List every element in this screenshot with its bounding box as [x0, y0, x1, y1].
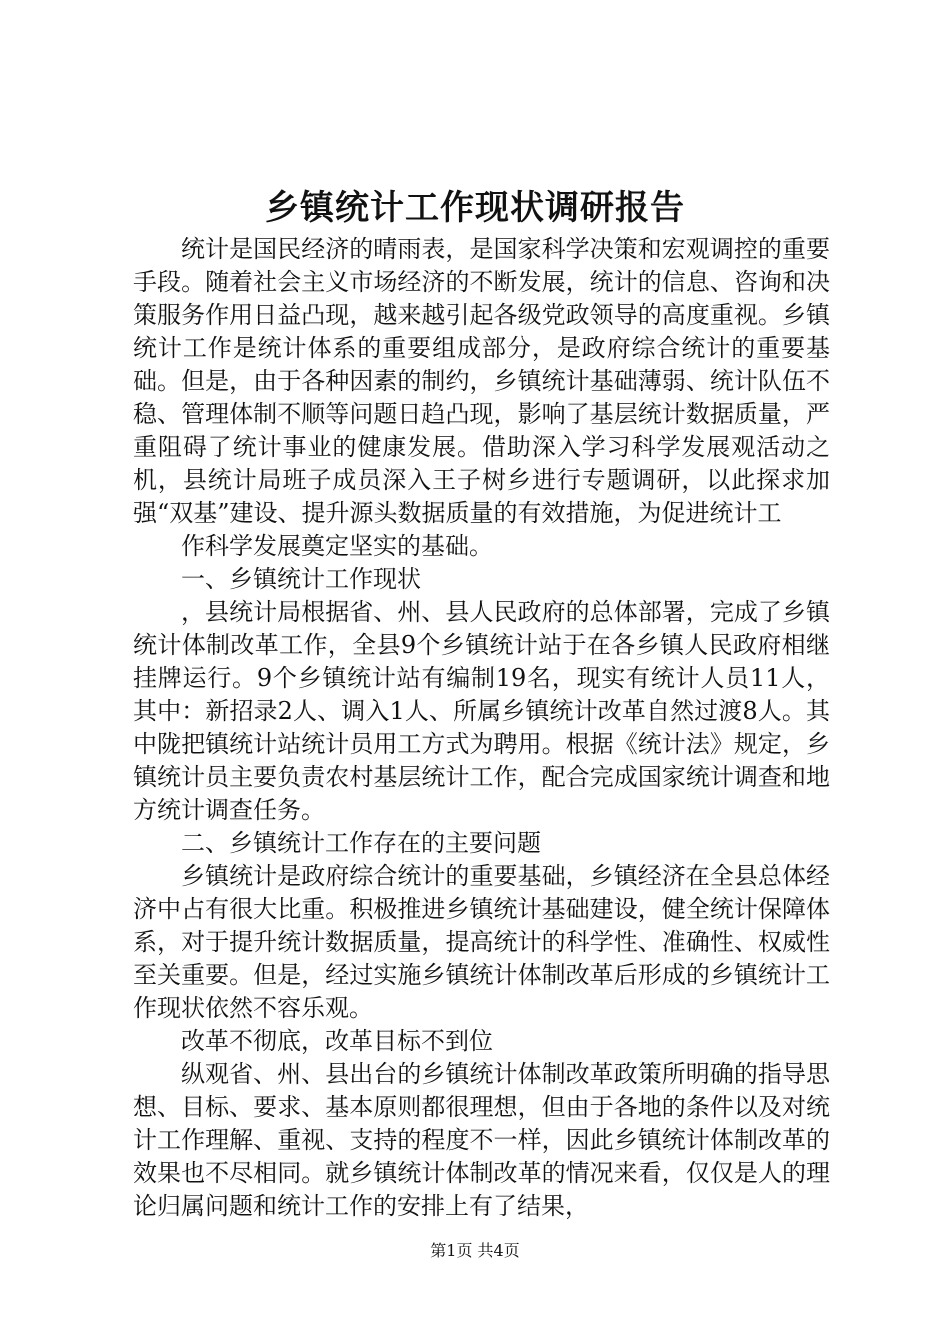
- section-heading-main-problems: 二、乡镇统计工作存在的主要问题: [181, 829, 541, 857]
- paragraph-current-status: ，县统计局根据省、州、县人民政府的总体部署，完成了乡镇统计体制改革工作，全县9个乡镇统计站于在各乡镇人民政府相继挂牌运行。9个乡镇统计站有编制19名，现实有统计人员11人，其中：新招录2人、调入1人、所属乡镇统计改革自然过渡8人。其中陇把镇统计站统计员用工方式为聘用。根据《统计法》规定，乡镇统计员主要负责农村基层统计工作，配合完成国家统计调查和地方统计调查任务。: [133, 598, 830, 824]
- section-heading-current-status: 一、乡镇统计工作现状: [181, 565, 421, 593]
- paragraph-main-problems: 乡镇统计是政府综合统计的重要基础，乡镇经济在全县总体经济中占有很大比重。积极推进乡镇统计基础建设，健全统计保障体系，对于提升统计数据质量，提高统计的科学性、准确性、权威性至关重要。但是，经过实施乡镇统计体制改革后形成的乡镇统计工作现状依然不容乐观。: [133, 862, 830, 1022]
- paragraph-intro-continued: 作科学发展奠定坚实的基础。: [181, 532, 493, 560]
- document-title: 乡镇统计工作现状调研报告: [265, 188, 685, 228]
- subheading-incomplete-reform: 改革不彻底，改革目标不到位: [181, 1027, 493, 1055]
- document-body: [133, 233, 830, 1223]
- paragraph-incomplete-reform: 纵观省、州、县出台的乡镇统计体制改革政策所明确的指导思想、目标、要求、基本原则都很理想，但由于各地的条件以及对统计工作理解、重视、支持的程度不一样，因此乡镇统计体制改革的效果也不尽相同。就乡镇统计体制改革的情况来看，仅仅是人的理论归属问题和统计工作的安排上有了结果，: [133, 1060, 830, 1220]
- page-number-footer: 第1页 共4页: [430, 1241, 520, 1260]
- paragraph-intro: 统计是国民经济的晴雨表，是国家科学决策和宏观调控的重要手段。随着社会主义市场经济的不断发展，统计的信息、咨询和决策服务作用日益凸现，越来越引起各级党政领导的高度重视。乡镇统计工作是统计体系的重要组成部分，是政府综合统计的重要基础。但是，由于各种因素的制约，乡镇统计基础薄弱、统计队伍不稳、管理体制不顺等问题日趋凸现，影响了基层统计数据质量，严重阻碍了统计事业的健康发展。借助深入学习科学发展观活动之机，县统计局班子成员深入王子树乡进行专题调研，以此探求加强“双基”建设、提升源头数据质量的有效措施，为促进统计工: [133, 235, 830, 527]
